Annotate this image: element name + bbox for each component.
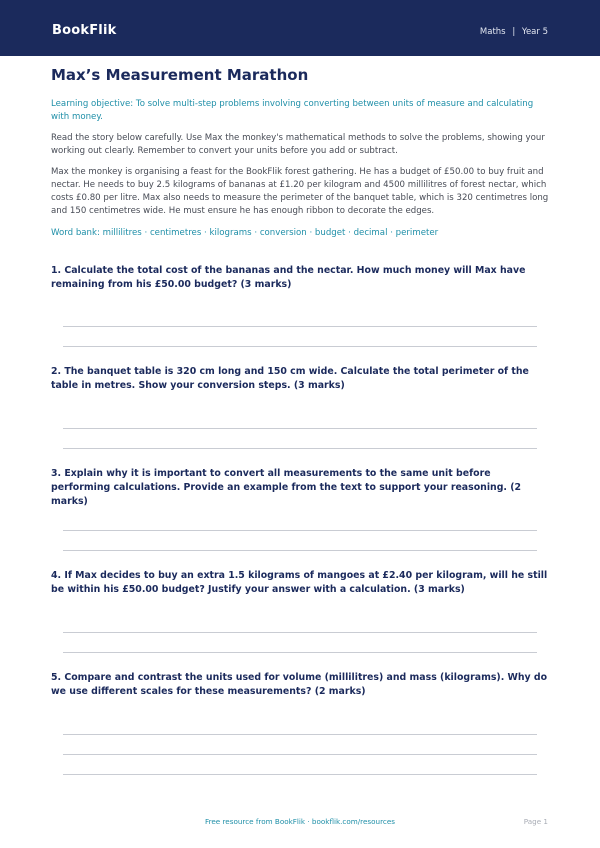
answer-line[interactable] xyxy=(63,428,537,429)
meta-separator: | xyxy=(512,27,516,37)
question-5: 5. Compare and contrast the units used for volume (millilitres) and mass (kilograms). Why do we use different scales for these measurements? (2 marks) xyxy=(51,672,548,697)
question-3: 3. Explain why it is important to convert all measurements to the same unit before performing calculations. Provide an example from the text to support your reasoning. (2 marks) xyxy=(51,468,522,507)
answer-line[interactable] xyxy=(63,652,537,653)
question-4: 4. If Max decides to buy an extra 1.5 kilograms of mangoes at £2.40 per kilogram, will he still be within his £50.00 budget? Justify your answer with a calculation. (3 marks) xyxy=(51,570,548,595)
page-header xyxy=(0,0,600,56)
answer-line[interactable] xyxy=(63,530,537,531)
answer-line[interactable] xyxy=(63,448,537,449)
year-label: Year 5 xyxy=(521,27,548,37)
footer-text: Free resource from BookFlik · bookflik.com/resources xyxy=(204,817,396,826)
page-number: Page 1 xyxy=(523,817,548,826)
instructions-paragraph: Read the story below carefully. Use Max the monkey's mathematical methods to solve the problems, showing your working out clearly. Remember to convert your units before you add or subtract. xyxy=(51,133,545,156)
worksheet-intro xyxy=(51,66,549,240)
story-paragraph: Max the monkey is organising a feast for the BookFlik forest gathering. He has a budget of £50.00 to buy fruit and nectar. He needs to buy 2.5 kilograms of bananas at £1.20 per kilogram and 4500 millilitres of forest nectar, which costs £0.80 per litre. Max also needs to measure the perimeter of the banquet table, which is 320 centimetres long and 150 centimetres wide. He must ensure he has enough ribbon to decorate the edges. xyxy=(51,167,549,216)
brand-logo-text: BookFlik xyxy=(52,23,117,38)
header-meta xyxy=(480,27,548,37)
learning-objective: Learning objective: To solve multi-step problems involving converting between units of measure and calculating with money. xyxy=(51,99,534,122)
answer-line[interactable] xyxy=(63,550,537,551)
word-bank: Word bank: millilitres · centimetres · kilograms · conversion · budget · decimal · perimeter xyxy=(51,228,439,238)
answer-line[interactable] xyxy=(63,774,537,775)
page-title: Max’s Measurement Marathon xyxy=(51,66,309,84)
answer-line[interactable] xyxy=(63,632,537,633)
subject-label: Maths xyxy=(479,27,506,37)
answer-line[interactable] xyxy=(63,734,537,735)
question-1: 1. Calculate the total cost of the bananas and the nectar. How much money will Max have remaining from his £50.00 budget? (3 marks) xyxy=(51,265,526,290)
answer-line[interactable] xyxy=(63,754,537,755)
answer-line[interactable] xyxy=(63,326,537,327)
question-2: 2. The banquet table is 320 cm long and 150 cm wide. Calculate the total perimeter of the table in metres. Show your conversion steps. (3 marks) xyxy=(51,366,529,391)
answer-line[interactable] xyxy=(63,346,537,347)
